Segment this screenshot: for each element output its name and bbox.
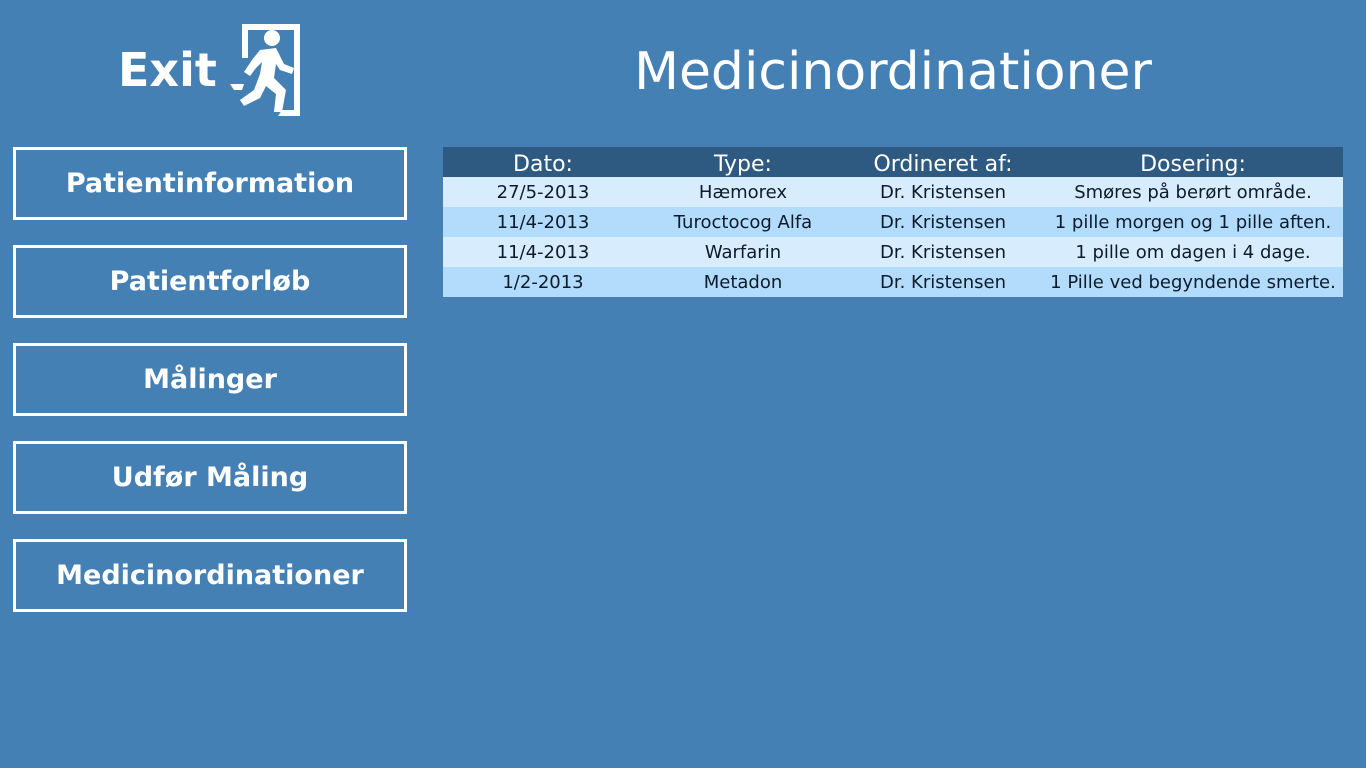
cell-dosering: 1 pille morgen og 1 pille aften. xyxy=(1054,211,1332,233)
table-row[interactable] xyxy=(443,267,1343,297)
page-title: Medicinordinationer xyxy=(634,42,1152,102)
cell-type: Metadon xyxy=(703,271,783,293)
table-row[interactable] xyxy=(443,207,1343,237)
cell-dato: 11/4-2013 xyxy=(496,211,590,233)
table-header-row xyxy=(443,147,1343,177)
exit-running-man-icon xyxy=(230,24,300,116)
nav-patientinformation-button[interactable]: Patientinformation xyxy=(13,147,407,220)
table-row[interactable] xyxy=(443,237,1343,267)
nav-maalinger-button[interactable]: Målinger xyxy=(13,343,407,416)
column-header-dato[interactable]: Dato: xyxy=(513,151,573,177)
cell-dosering: 1 Pille ved begyndende smerte. xyxy=(1050,271,1336,293)
table-row[interactable] xyxy=(443,177,1343,207)
column-header-dosering[interactable]: Dosering: xyxy=(1140,151,1246,177)
cell-dosering: Smøres på berørt område. xyxy=(1074,181,1312,203)
exit-button[interactable] xyxy=(118,24,300,116)
medication-table xyxy=(443,147,1343,297)
cell-dato: 27/5-2013 xyxy=(496,181,590,203)
column-header-type[interactable]: Type: xyxy=(714,151,772,177)
cell-dosering: 1 pille om dagen i 4 dage. xyxy=(1075,241,1311,263)
cell-type: Hæmorex xyxy=(698,181,788,203)
cell-ordineret-af: Dr. Kristensen xyxy=(879,271,1007,293)
exit-label: Exit xyxy=(118,43,217,97)
nav-medicinordinationer-button[interactable]: Medicinordinationer xyxy=(13,539,407,612)
cell-type: Warfarin xyxy=(704,241,782,263)
cell-ordineret-af: Dr. Kristensen xyxy=(879,211,1007,233)
column-header-ordineret-af[interactable]: Ordineret af: xyxy=(873,151,1013,177)
cell-type: Turoctocog Alfa xyxy=(673,211,813,233)
nav-udfoer-maaling-button[interactable]: Udfør Måling xyxy=(13,441,407,514)
cell-ordineret-af: Dr. Kristensen xyxy=(879,181,1007,203)
cell-dato: 11/4-2013 xyxy=(496,241,590,263)
cell-dato: 1/2-2013 xyxy=(502,271,584,293)
nav-patientforloeb-button[interactable]: Patientforløb xyxy=(13,245,407,318)
cell-ordineret-af: Dr. Kristensen xyxy=(879,241,1007,263)
